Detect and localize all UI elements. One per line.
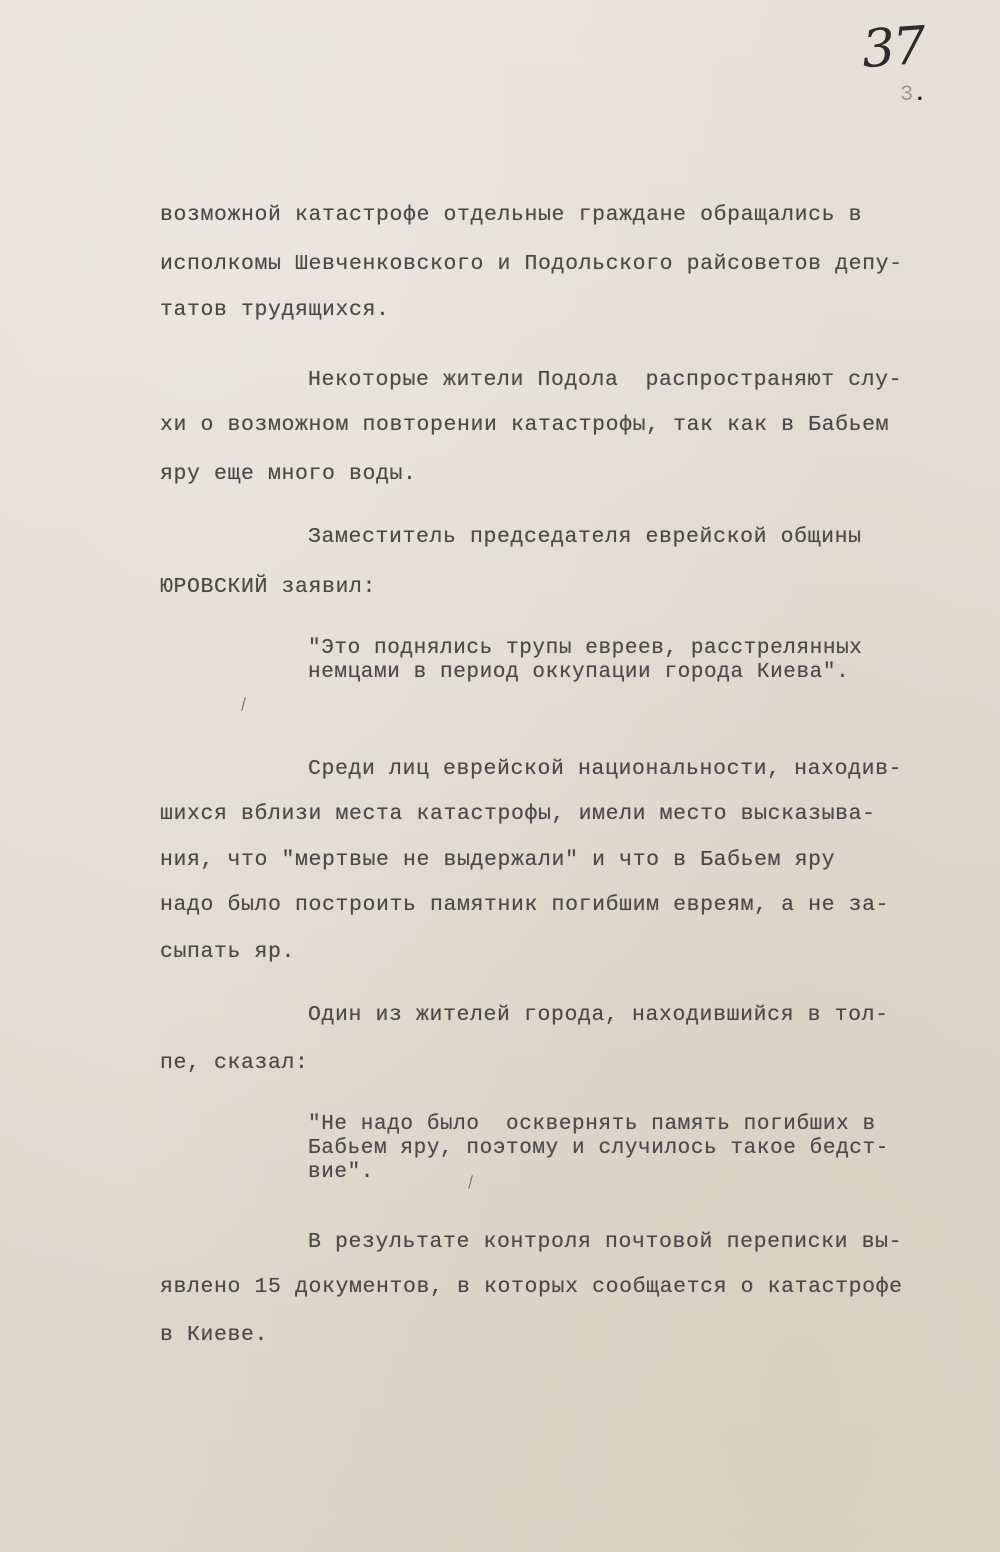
- quoted-text-line: вие".: [308, 1161, 375, 1184]
- text-line: пе, сказал:: [160, 1051, 309, 1075]
- text-line: ния, что "мертвые не выдержали" и что в Бабьем яру: [160, 848, 836, 872]
- text-line: хи о возможном повторении катастрофы, так как в Бабьем: [160, 413, 890, 437]
- text-line: возможной катастрофе отдельные граждане обращались в: [160, 203, 863, 227]
- text-line: явлено 15 документов, в которых сообщается о катастрофе: [160, 1275, 903, 1299]
- quoted-text-line: немцами в период оккупации города Киева".: [308, 661, 850, 684]
- text-line: Один из жителей города, находившийся в тол-: [308, 1003, 889, 1027]
- text-line: Некоторые жители Подола распространяют слу-: [308, 368, 903, 392]
- quoted-text-line: "Это поднялись трупы евреев, расстрелянных: [308, 637, 863, 660]
- pencil-mark: [241, 697, 246, 711]
- quoted-text-line: "Не надо было осквернять память погибших в: [308, 1113, 876, 1136]
- text-line: Заместитель председателя еврейской общины: [308, 525, 862, 549]
- quoted-text-line: Бабьем яру, поэтому и случилось такое бедст-: [308, 1137, 889, 1160]
- typed-page-number: [900, 82, 926, 107]
- text-line: исполкомы Шевченковского и Подольского райсоветов депу-: [160, 252, 903, 276]
- text-line: сыпать яр.: [160, 940, 296, 964]
- text-line: ЮРОВСКИЙ заявил:: [160, 575, 377, 599]
- text-line: В результате контроля почтовой переписки вы-: [308, 1230, 903, 1254]
- pencil-mark: [468, 1175, 473, 1189]
- text-line: татов трудящихся.: [160, 298, 390, 322]
- text-line: яру еще много воды.: [160, 462, 417, 486]
- handwritten-folio-number: 37: [859, 15, 927, 81]
- text-line: Среди лиц еврейской национальности, находив-: [308, 757, 903, 781]
- text-line: надо было построить памятник погибшим евреям, а не за-: [160, 893, 890, 917]
- page-number-dot: .: [913, 82, 927, 107]
- page-number-digit: 3: [900, 82, 914, 107]
- text-line: шихся вблизи места катастрофы, имели место высказыва-: [160, 802, 876, 826]
- text-line: в Киеве.: [160, 1323, 269, 1347]
